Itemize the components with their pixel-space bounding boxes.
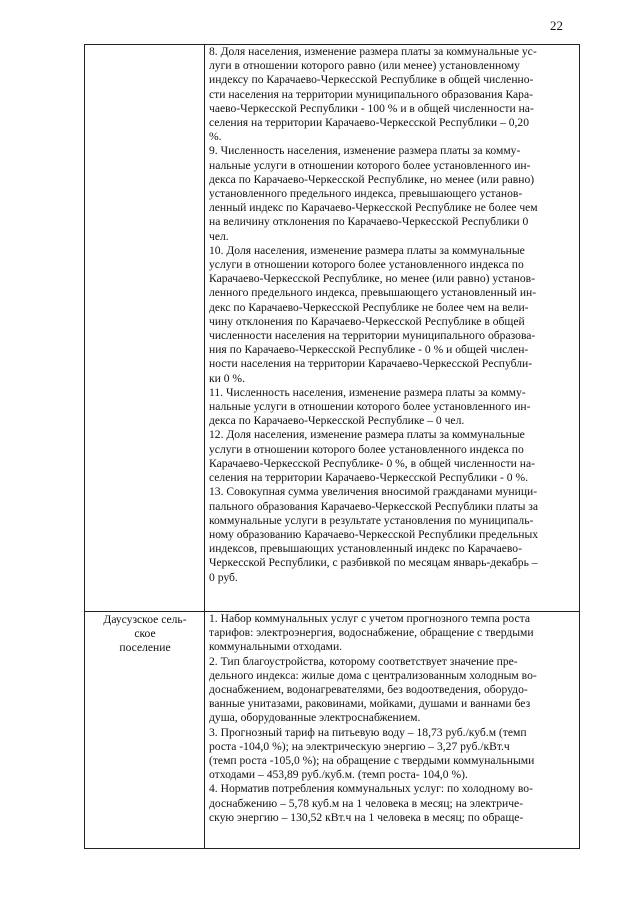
text-line: чину отклонения по Карачаево-Черкесской Республике в общей xyxy=(209,314,525,328)
text-line: %. xyxy=(209,130,222,144)
text-line: численности населения на территории муниципального образова- xyxy=(209,329,536,343)
text-line: тарифов: электроэнергия, водоснабжение, обращение с твердыми xyxy=(209,626,534,640)
text-line: 8. Доля населения, изменение размера платы за коммунальные ус- xyxy=(209,45,537,58)
row-2-right-text xyxy=(209,612,576,825)
text-line: чел. xyxy=(209,229,229,243)
text-line: ленный индекс по Карачаево-Черкесской Республике не более чем xyxy=(209,201,538,215)
text-line: 13. Совокупная сумма увеличения вносимой гражданами муници- xyxy=(209,485,538,499)
settlement-name-line: Даусузское сель- xyxy=(103,613,187,626)
text-line: ки 0 %. xyxy=(209,371,245,385)
table-row xyxy=(85,612,580,849)
text-line: сти населения на территории муниципального образования Кара- xyxy=(209,87,533,101)
text-line: ности населения на территории Карачаево-Черкесской Республи- xyxy=(209,357,533,371)
text-line: ленного предельного индекса, превышающего установленный ин- xyxy=(209,286,537,300)
text-line: на величину отклонения по Карачаево-Черкесской Республики 0 xyxy=(209,215,529,229)
row-1-right-text xyxy=(209,45,576,585)
text-line: роста -104,0 %); на электрическую энергию – 3,27 руб./кВт.ч xyxy=(209,739,510,753)
text-line: ванные унитазами, раковинами, мойками, душами и ваннами без xyxy=(209,697,531,711)
text-line: индексов, превышающих установленный индекс по Карачаево- xyxy=(209,542,522,556)
text-line: 4. Норматив потребления коммунальных услуг: по холодному во- xyxy=(209,782,533,796)
table-row xyxy=(85,45,580,612)
text-line: скую энергию – 130,52 кВт.ч на 1 человека в месяц; по обраще- xyxy=(209,810,524,824)
text-line: 10. Доля населения, изменение размера платы за коммунальные xyxy=(209,243,525,257)
row-2-right-cell xyxy=(205,612,580,849)
row-2-left-cell xyxy=(85,612,205,849)
page-number: 22 xyxy=(550,18,563,33)
text-line: 0 руб. xyxy=(209,570,238,584)
text-line: услуги в отношении которого более установленного индекса по xyxy=(209,258,524,272)
text-line: 12. Доля населения, изменение размера платы за коммунальные xyxy=(209,428,525,442)
text-line: индексу по Карачаево-Черкесской Республике в общей численно- xyxy=(209,73,534,87)
text-line: доснабжению – 5,78 куб.м на 1 человека в месяц; на электриче- xyxy=(209,796,524,810)
text-line: доснабжением, водонагревателями, без водоотведения, оборудо- xyxy=(209,683,528,697)
text-line: нальные услуги в отношении которого более установленного ин- xyxy=(209,158,531,172)
text-line: отходами – 453,89 руб./куб.м. (темп роста- 104,0 %). xyxy=(209,768,468,782)
text-line: 2. Тип благоустройства, которому соответствует значение пре- xyxy=(209,654,518,668)
document-table xyxy=(84,44,580,849)
settlement-name-line: поселение xyxy=(119,641,171,655)
text-line: нальные услуги в отношении которого более установленного ин- xyxy=(209,400,531,414)
text-line: 3. Прогнозный тариф на питьевую воду – 18,73 руб./куб.м (темп xyxy=(209,725,527,739)
text-line: селения на территории Карачаево-Черкесской Республики - 0 %. xyxy=(209,471,529,485)
text-line: пального образования Карачаево-Черкесской Республики платы за xyxy=(209,499,538,513)
text-line: душа, оборудованные электроснабжением. xyxy=(209,711,421,725)
text-line: (темп роста -105,0 %); на обращение с твердыми коммунальными xyxy=(209,754,535,768)
row-1-left-text xyxy=(89,45,201,46)
text-line: Карачаево-Черкесской Республике, но менее (или равно) установ- xyxy=(209,272,536,286)
text-line: луги в отношении которого равно (или менее) установленному xyxy=(209,59,520,73)
text-line: декс по Карачаево-Черкесской Республике не более чем на вели- xyxy=(209,300,529,314)
text-line: дельного индекса: жилые дома с централизованным холодным во- xyxy=(209,668,537,682)
text-line: чаево-Черкесской Республики - 100 % и в общей численности на- xyxy=(209,101,534,115)
text-line: Черкесской Республики, с разбивкой по месяцам январь-декабрь – xyxy=(209,556,538,570)
text-line: 9. Численность населения, изменение размера платы за комму- xyxy=(209,144,521,158)
settlement-name xyxy=(89,612,201,656)
text-line: установленного предельного индекса, превышающего установ- xyxy=(209,187,523,201)
row-1-left-cell xyxy=(85,45,205,612)
text-line: коммунальные услуги в результате установления по муниципаль- xyxy=(209,513,534,527)
row-1-right-cell xyxy=(205,45,580,612)
text-line: коммунальными отходами. xyxy=(209,640,343,654)
text-line: Карачаево-Черкесской Республике- 0 %, в общей численности на- xyxy=(209,456,535,470)
text-line: 11. Численность населения, изменение размера платы за комму- xyxy=(209,385,526,399)
text-line: услуги в отношении которого более установленного индекса по xyxy=(209,442,524,456)
text-line: ному образованию Карачаево-Черкесской Республики предельных xyxy=(209,527,539,541)
settlement-name-line: ское xyxy=(134,627,156,641)
text-line: 1. Набор коммунальных услуг с учетом прогнозного темпа роста xyxy=(209,612,531,625)
text-line: декса по Карачаево-Черкесской Республике, но менее (или равно) xyxy=(209,172,535,186)
text-line: селения на территории Карачаево-Черкесской Республики – 0,20 xyxy=(209,116,529,130)
text-line: декса по Карачаево-Черкесской Республике – 0 чел. xyxy=(209,414,465,428)
text-line: ния по Карачаево-Черкесской Республике - 0 % и общей числен- xyxy=(209,343,529,357)
